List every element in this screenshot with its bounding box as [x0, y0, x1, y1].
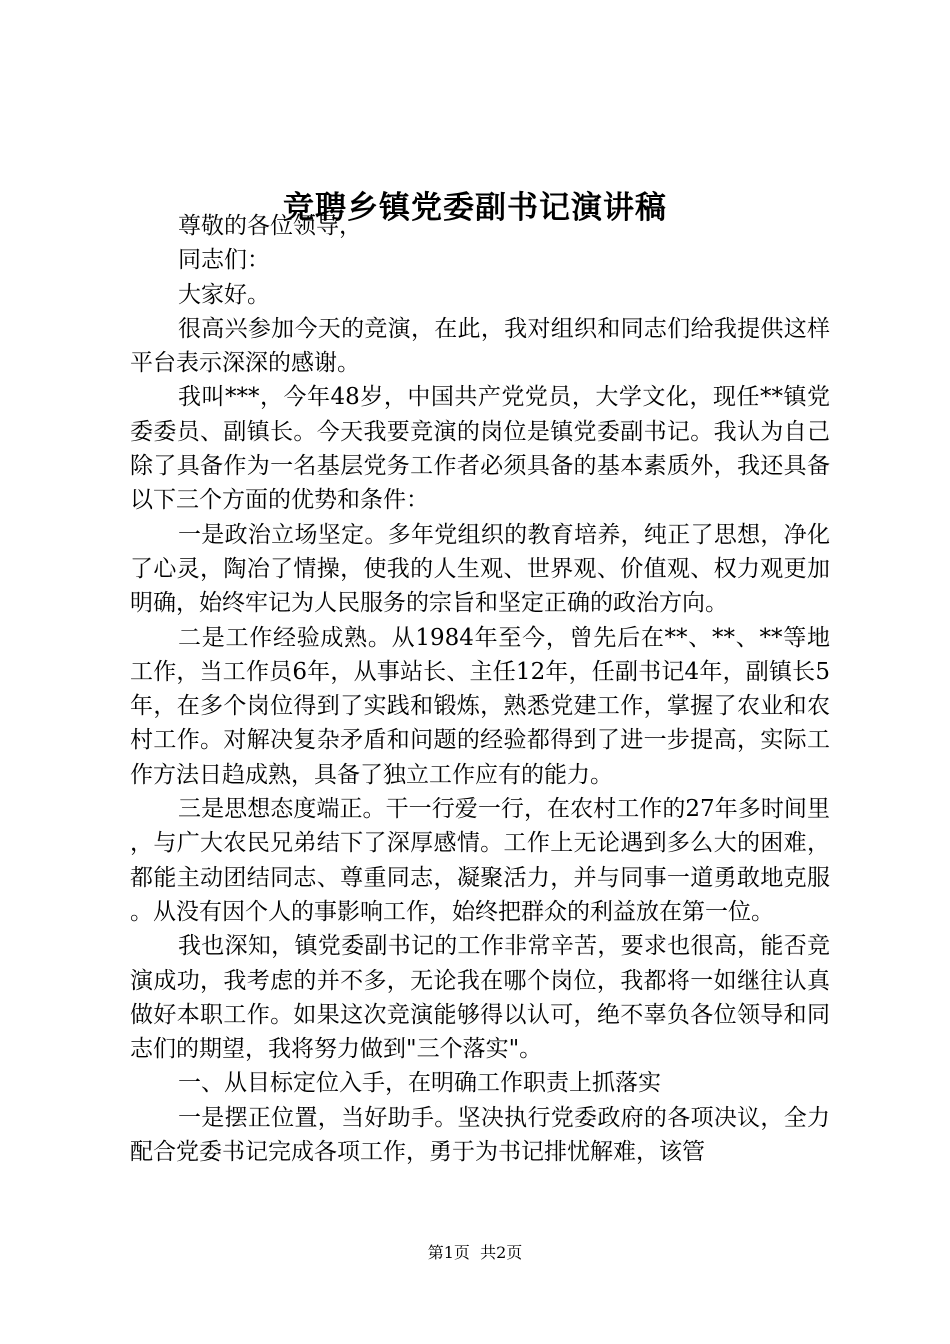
- paragraph-political-stance: 一是政治立场坚定。多年党组织的教育培养，纯正了思想，净化了心灵，陶冶了情操，使我的人生观、世界观、价值观、权力观更加明确，始终牢记为人民服务的宗旨和坚定正确的政治方向。: [130, 521, 830, 617]
- document-body: [130, 209, 830, 1169]
- page-footer: [0, 1243, 950, 1263]
- document-title: 竞聘乡镇党委副书记演讲稿: [283, 190, 667, 226]
- paragraph-comrades: 同志们：: [178, 247, 270, 274]
- section-heading-one: 一、从目标定位入手，在明确工作职责上抓落实: [178, 1070, 661, 1097]
- page-total: 共2页: [480, 1243, 523, 1262]
- paragraph-self-introduction: 我叫***，今年48岁，中国共产党党员，大学文化，现任**镇党委委员、副镇长。今天我要竞演的岗位是镇党委副书记。我认为自己除了具备作为一名基层党务工作者必须具备的基本素质外，我还具备以下三个方面的优势和条件：: [130, 384, 830, 514]
- paragraph-salutation: 尊敬的各位领导，: [178, 213, 362, 239]
- paragraph-position: 一是摆正位置，当好助手。坚决执行党委政府的各项决议，全力配合党委书记完成各项工作，勇于为书记排忧解难，该管: [130, 1104, 830, 1166]
- paragraph-greeting: 大家好。: [178, 281, 270, 308]
- page-number: 第1页: [427, 1243, 470, 1262]
- paragraph-thanks: 很高兴参加今天的竞演，在此，我对组织和同志们给我提供这样平台表示深深的感谢。: [130, 315, 830, 377]
- paragraph-attitude: 三是思想态度端正。干一行爱一行，在农村工作的27年多时间里，与广大农民兄弟结下了深厚感情。工作上无论遇到多么大的困难，都能主动团结同志、尊重同志，凝聚活力，并与同事一道勇敢地克服。从没有因个人的事影响工作，始终把群众的利益放在第一位。: [130, 796, 830, 925]
- paragraph-commitment: 我也深知，镇党委副书记的工作非常辛苦，要求也很高，能否竞演成功，我考虑的并不多，无论我在哪个岗位，我都将一如继往认真做好本职工作。如果这次竞演能够得以认可，绝不辜负各位领导和同志们的期望，我将努力做到"三个落实"。: [130, 933, 830, 1063]
- paragraph-work-experience: 二是工作经验成熟。从1984年至今，曾先后在**、**、**等地工作，当工作员6年，从事站长、主任12年，任副书记4年，副镇长5年，在多个岗位得到了实践和锻炼，熟悉党建工作，掌握了农业和农村工作。对解决复杂矛盾和问题的经验都得到了进一步提高，实际工作方法日趋成熟，具备了独立工作应有的能力。: [130, 624, 830, 788]
- footer-separator: [470, 1243, 480, 1262]
